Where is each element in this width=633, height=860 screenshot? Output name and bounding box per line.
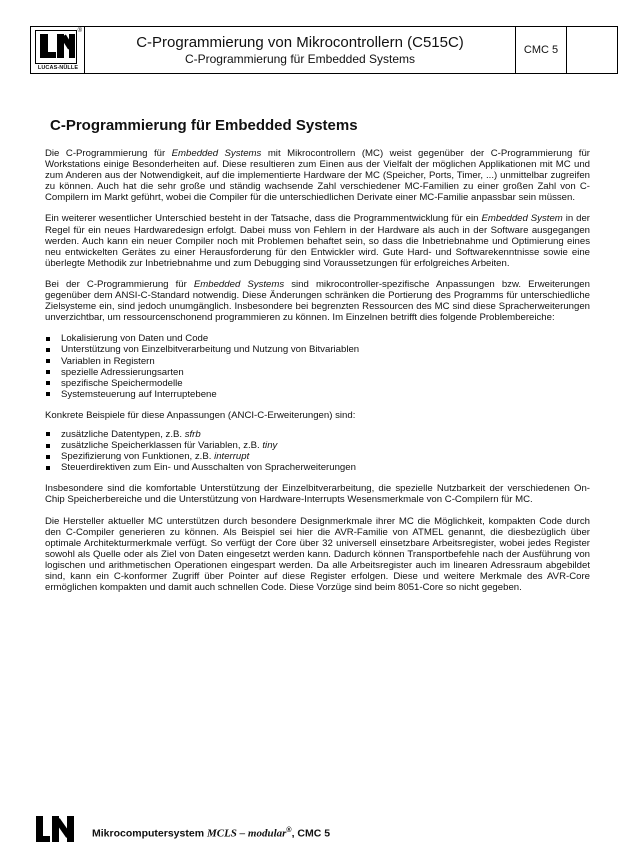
list-item: Spezifizierung von Funktionen, z.B. interrupt [45,451,590,462]
logo-caption: LUCAS-NÜLLE [37,65,79,71]
page-header [30,26,618,74]
header-blank-cell [567,27,617,73]
ln-logo [35,30,77,64]
list-item: Steuerdirektiven zum Ein- und Ausschalten von Spracherweiterungen [45,462,590,473]
page-heading: C-Programmierung für Embedded Systems [50,117,358,134]
list-item: spezielle Adressierungsarten [45,367,590,378]
list-item: Variablen in Registern [45,356,590,367]
list-item: Unterstützung von Einzelbitverarbeitung und Nutzung von Bitvariablen [45,344,590,355]
registered-mark: ® [77,28,82,34]
header-code: CMC 5 [516,27,567,73]
list-item: zusätzliche Speicherklassen für Variablen, z.B. tiny [45,440,590,451]
list-item: Lokalisierung von Daten und Code [45,333,590,344]
header-subtitle: C-Programmierung für Embedded Systems [184,51,416,66]
paragraph-intro: Die C-Programmierung für Embedded Systems mit Mikrocontrollern (MC) weist gegenüber der C-Programmierung für Workstations einige Besonderheiten auf. Diese resultieren zum Einen aus der Vielfalt der möglichen Applikationen mit MC und zum Anderen aus der Notwendigkeit, auf die implementierte Hardware der MC (Speicher, Ports, Timer, ...) unmittelbar zugreifen zu können. Auch hat die sehr große und ständig wachsende Zahl verschiedener MC-Familien zu einer großen Zahl von C-Compilern im Markt geführt, wobei die Compiler für die unterschiedlichen Derivate einer MC-Familie anpassbar sein müssen. [45,148,590,204]
document-body [45,148,590,603]
examples-intro: Konkrete Beispiele für diese Anpassungen (ANCI-C-Erweiterungen) sind: [45,409,356,421]
problem-areas-list [45,333,590,400]
page-footer [36,816,330,842]
list-item: Systemsteuerung auf Interruptebene [45,389,590,400]
ln-footer-logo [36,816,76,842]
examples-list [45,429,590,473]
paragraph-features: Insbesondere sind die komfortable Unterstützung der Einzelbitverarbeitung, die spezielle Nutzbarkeit der verschiedenen On-Chip Speicherbereiche und die Unterstützung von Hardware-Interrupts Wesensmerkmale von C-Compilern für MC. [45,483,590,506]
paragraph-adaptations: Bei der C-Programmierung für Embedded Systems sind mikrocontroller-spezifische Anpassungen bzw. Erweiterungen gegenüber dem ANSI-C-Standard notwendig. Diese Änderungen schränken die Portierung des Programms für unterschiedliche Zielsysteme ein, sind jedoch unumgänglich. Insbesondere bei begrenzten Ressourcen des MC sind diese Spracherweiterungen unverzichtbar, um ressourcenschonend programmieren zu können. Im Einzelnen betrifft dies folgende Problembereiche: [45,278,590,324]
header-title: C-Programmierung von Mikrocontrollern (C515C) [136,33,464,51]
header-title-cell [85,27,516,73]
header-logo-cell [31,27,85,73]
footer-text: Mikrocomputersystem MCLS – modular®, CMC 5 [92,826,331,840]
paragraph-avr: Die Hersteller aktueller MC unterstützen durch besondere Designmerkmale ihrer MC die Möglichkeit, kompakten Code durch den C-Compiler generieren zu können. Als Beispiel sei hier die AVR-Familie von ATMEL genannt, die diesbezüglich über optimale Architekturmerkmale verfügt. So verfügt der Core über 32 universell einsetzbare Arbeitsregister, wobei jedes Register sowohl als Quelle oder als Ziel von Daten eingesetzt werden kann. Dadurch können Transportbefehle nach der Ausführung von logischen und arithmetischen Operationen eingespart werden. Da alle Arbeitsregister auch im linearen Adressraum abgebildet sind, kann ein C-konformer Zugriff über Pointer auf diese Register erfolgen. Diese und weitere Merkmale des AVR-Core ermöglichen kompakten und damit auch schnellen Code. Diese Vorzüge sind beim 8051-Core so nicht gegeben. [45,515,590,594]
paragraph-difference: Ein weiterer wesentlicher Unterschied besteht in der Tatsache, dass die Programmentwicklung für ein Embedded System in der Regel für ein neues Hardwaredesign erfolgt. Dabei muss von Fehlern in der Hardware als auch in der Software ausgegangen werden. Auch kann ein neuer Compiler noch mit Problemen behaftet sein, so dass die Inbetriebnahme und Optimierung eines neu entwickelten Gerätes zu einer Herausforderung für den Entwickler wird. Gute Hard- und Softwarekenntnisse sowie eine überlegte Methodik zur Inbetriebnahme und zum Debugging sind Voraussetzungen für erfolgreiches Arbeiten. [45,213,590,269]
list-item: zusätzliche Datentypen, z.B. sfrb [45,429,590,440]
list-item: spezifische Speichermodelle [45,378,590,389]
